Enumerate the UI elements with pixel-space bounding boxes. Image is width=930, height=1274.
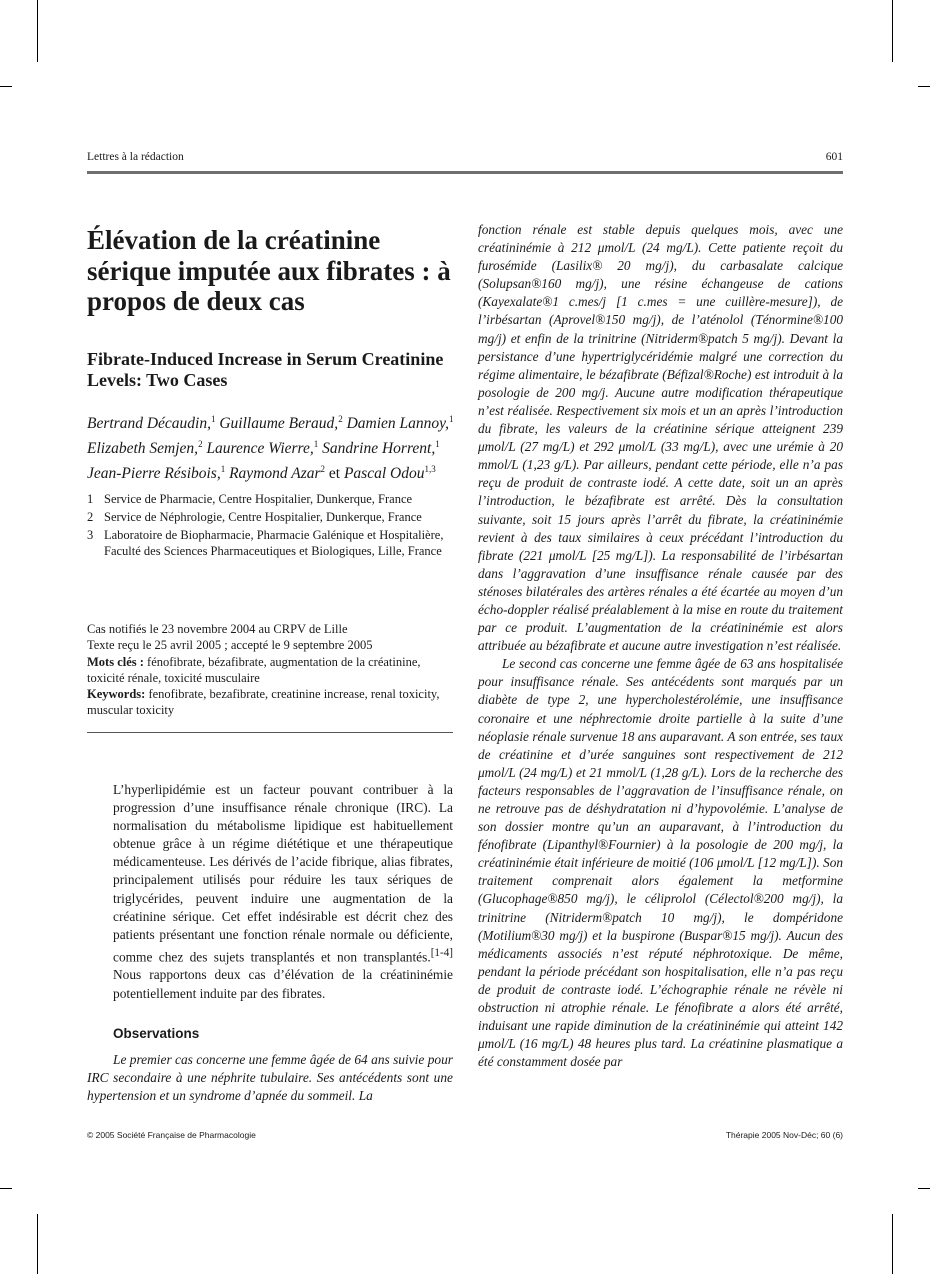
crop-mark (37, 1214, 38, 1274)
article-dates-keywords (87, 621, 457, 719)
author: Elizabeth Semjen,$^2$ (87, 439, 203, 458)
copyright: © 2005 Société Française de Pharmacologie (87, 1130, 256, 1140)
affiliation: 1 Service de Pharmacie, Centre Hospitalier, Dunkerque, France (87, 492, 413, 506)
crop-mark (892, 1214, 893, 1274)
authors-conjunction: et (328, 465, 341, 483)
citation: [1-4] (430, 946, 453, 959)
author: Laurence Wierre,$^1$ (206, 439, 319, 458)
crop-mark (0, 1188, 12, 1189)
intro-paragraph: L’hyperlipidémie est un facteur pouvant contribuer à la progression d’une insuffisance rénale chronique (IRC). La normalisation du métabolisme lipidique est habituellement obtenue grâce à un régime diététique et une thérapeutique médicamenteuse. Les dérivés de l’acide fibrique, alias fibrates, principalement utilisés pour réduire les taux sériques de triglycérides, peuvent induire une augmentation de la créatinine sérique. Cet effet indésirable est décrit chez des patients présentant une fonction rénale normale ou déficiente, comme chez des sujets transplantés et non transplantés.[1-4] Nous rapportons deux cas d’élévation de la créatininémie potentiellement induite par des fibrates. (113, 782, 453, 1001)
case1-continuation: fonction rénale est stable depuis quelques mois, avec une créatininémie à 212 μmol/L (24 mg/L). Cette patiente reçoit du furosémide (Lasilix® 20 mg/j), du carbasalate calcique (Solupsan®160 mg/j), une résine échangeuse de cations (Kayexalate®1 c.mes/j [1 c.mes = une cuillère-mesure]), de l’irbésartan (Aprovel®150 mg/j), de l’aténolol (Ténormine®100 mg/j) et enfin de la trinitrine (Nitriderm®patch 5 mg/j). Devant la persistance d’une hypertriglycéridémie malgré une correction du régime alimentaire, le bézafibrate (Béfizal®Roche) est introduit à la posologie de 200 mg/j. Aucune autre modification thérapeutique n’est réalisée. Respectivement six mois et un an après l’introduction du fibrate, les valeurs de la créatinine sérique atteignent 239 μmol/L (27 mg/L) et 292 μmol/L (33 mg/L), avec une urémie à 20 mmol/L (1,23 g/L). Par ailleurs, pendant cette période, elle n’a pas reçu de produit de contraste iodé. A cette date, soit un an après l’introduction, le bézafibrate est arrêté. Dès la consultation suivante, soit 15 jours après l’arrêt du fibrate, la créatininémie revient à des taux similaires à ceux précédant l’introduction du fibrate (221 μmol/L [25 mg/L]). La responsabilité de l’irbésartan dans l’aggravation d’une insuffisance rénale causée par des sténoses bilatérales des artères rénales a été écartée au moyen d’un écho-doppler réalisé préalablement à la mise en route du traitement par ce produit. L’augmentation de la créatininémie est alors attribuée au bézafibrate et aucune autre investigation n’est réalisée. (478, 222, 843, 654)
page-footer (87, 1130, 843, 1144)
affiliation: 2 Service de Néphrologie, Centre Hospitalier, Dunkerque, France (87, 510, 422, 524)
author-list (87, 409, 457, 484)
author: Sandrine Horrent,$^1$ (322, 439, 440, 458)
author: Damien Lannoy,$^1$ (346, 414, 454, 433)
affiliation: 3 Laboratoire de Biopharmacie, Pharmacie Galénique et Hospitalière, Faculté des Sciences Pharmaceutiques et Biologiques, Lille, France (87, 528, 444, 558)
affiliations (87, 491, 457, 561)
header-rule (87, 171, 843, 174)
crop-mark (892, 0, 893, 62)
author: Guillaume Beraud,$^2$ (219, 414, 343, 433)
page-number: 601 (825, 151, 843, 163)
right-column (478, 221, 843, 1071)
article-title-english: Fibrate-Induced Increase in Serum Creatinine Levels: Two Cases (87, 349, 444, 390)
article-title: Élévation de la créatinine sérique imputée aux fibrates : à propos de deux cas (87, 225, 451, 316)
author: Raymond Azar$^2$ (229, 464, 326, 483)
author: Pascal Odou$^{1,3}$ (343, 464, 436, 483)
case2-paragraph: Le second cas concerne une femme âgée de 63 ans hospitalisée pour insuffisance rénale. Ses antécédents sont marqués par un diabète de type 2, une hypercholestérolémie, une insuffisance coronaire et une néphrectomie droite partielle à la suite d’une néoplasie rénale survenue 18 ans auparavant. A son entrée, ses taux de créatinine et d’urée sanguines sont respectivement de 212 μmol/L (24 mg/L) et 21 mmol/L (1,28 g/L). Lors de la recherche des facteurs responsables de l’aggravation de l’insuffisance rénale, on ne retrouve pas de déshydratation ni d’hypovolémie. L’analyse de son dossier montre qu’un an auparavant, à l’introduction du fénofibrate (Lipanthyl®Fournier) à la posologie de 200 mg/j, la créatininémie était inférieure de moitié (106 μmol/L [12 mg/L]). Son traitement comprenait alors également la metformine (Glucophage®850 mg/j), le céliprolol (Célectol®200 mg/j), la trinitrine (Nitriderm®patch 10 mg/j), le dompéridone (Motilium®30 mg/j) et la buspirone (Buspar®15 mg/j). Aucun des médicaments associés n’est réputé néphrotoxique. De même, pendant la période précédant son hospitalisation, elle n’a pas reçu de produit de contraste iodé. L’échographie rénale ne révèle ni obstruction ni atrophie rénale. Le fénofibrate a alors été arrêté, induisant une rapide diminution de la créatininémie qui atteint 142 μmol/L (16 mg/L) 48 heures plus tard. La créatinine plasmatique a été constamment dosée par (478, 656, 843, 1070)
journal-citation: Thérapie 2005 Nov-Déc; 60 (6) (725, 1130, 843, 1140)
keywords-fr: Mots clés : fénofibrate, bézafibrate, augmentation de la créatinine, toxicité rénale, toxicité musculaire (87, 654, 421, 685)
author: Bertrand Décaudin,$^1$ (87, 414, 216, 433)
crop-mark (37, 0, 38, 62)
crop-mark (0, 86, 12, 87)
crop-mark (918, 1188, 930, 1189)
abstract-rule (87, 732, 453, 733)
crop-mark (918, 86, 930, 87)
section-heading-observations: Observations (113, 1026, 200, 1041)
author: Jean-Pierre Résibois,$^1$ (87, 464, 226, 483)
running-header (87, 151, 843, 167)
notification-date: Cas notifiés le 23 novembre 2004 au CRPV de Lille (87, 622, 348, 636)
header-section: Lettres à la rédaction (87, 151, 184, 163)
case1-paragraph: Le premier cas concerne une femme âgée de 64 ans suivie pour IRC secondaire à une néphrite tubulaire. Ses antécédents sont une hypertension et un syndrome d’apnée du sommeil. La (87, 1052, 453, 1104)
received-date: Texte reçu le 25 avril 2005 ; accepté le 9 septembre 2005 (87, 638, 373, 653)
keywords-en: Keywords: fenofibrate, bezafibrate, creatinine increase, renal toxicity, muscular toxicity (87, 687, 440, 718)
